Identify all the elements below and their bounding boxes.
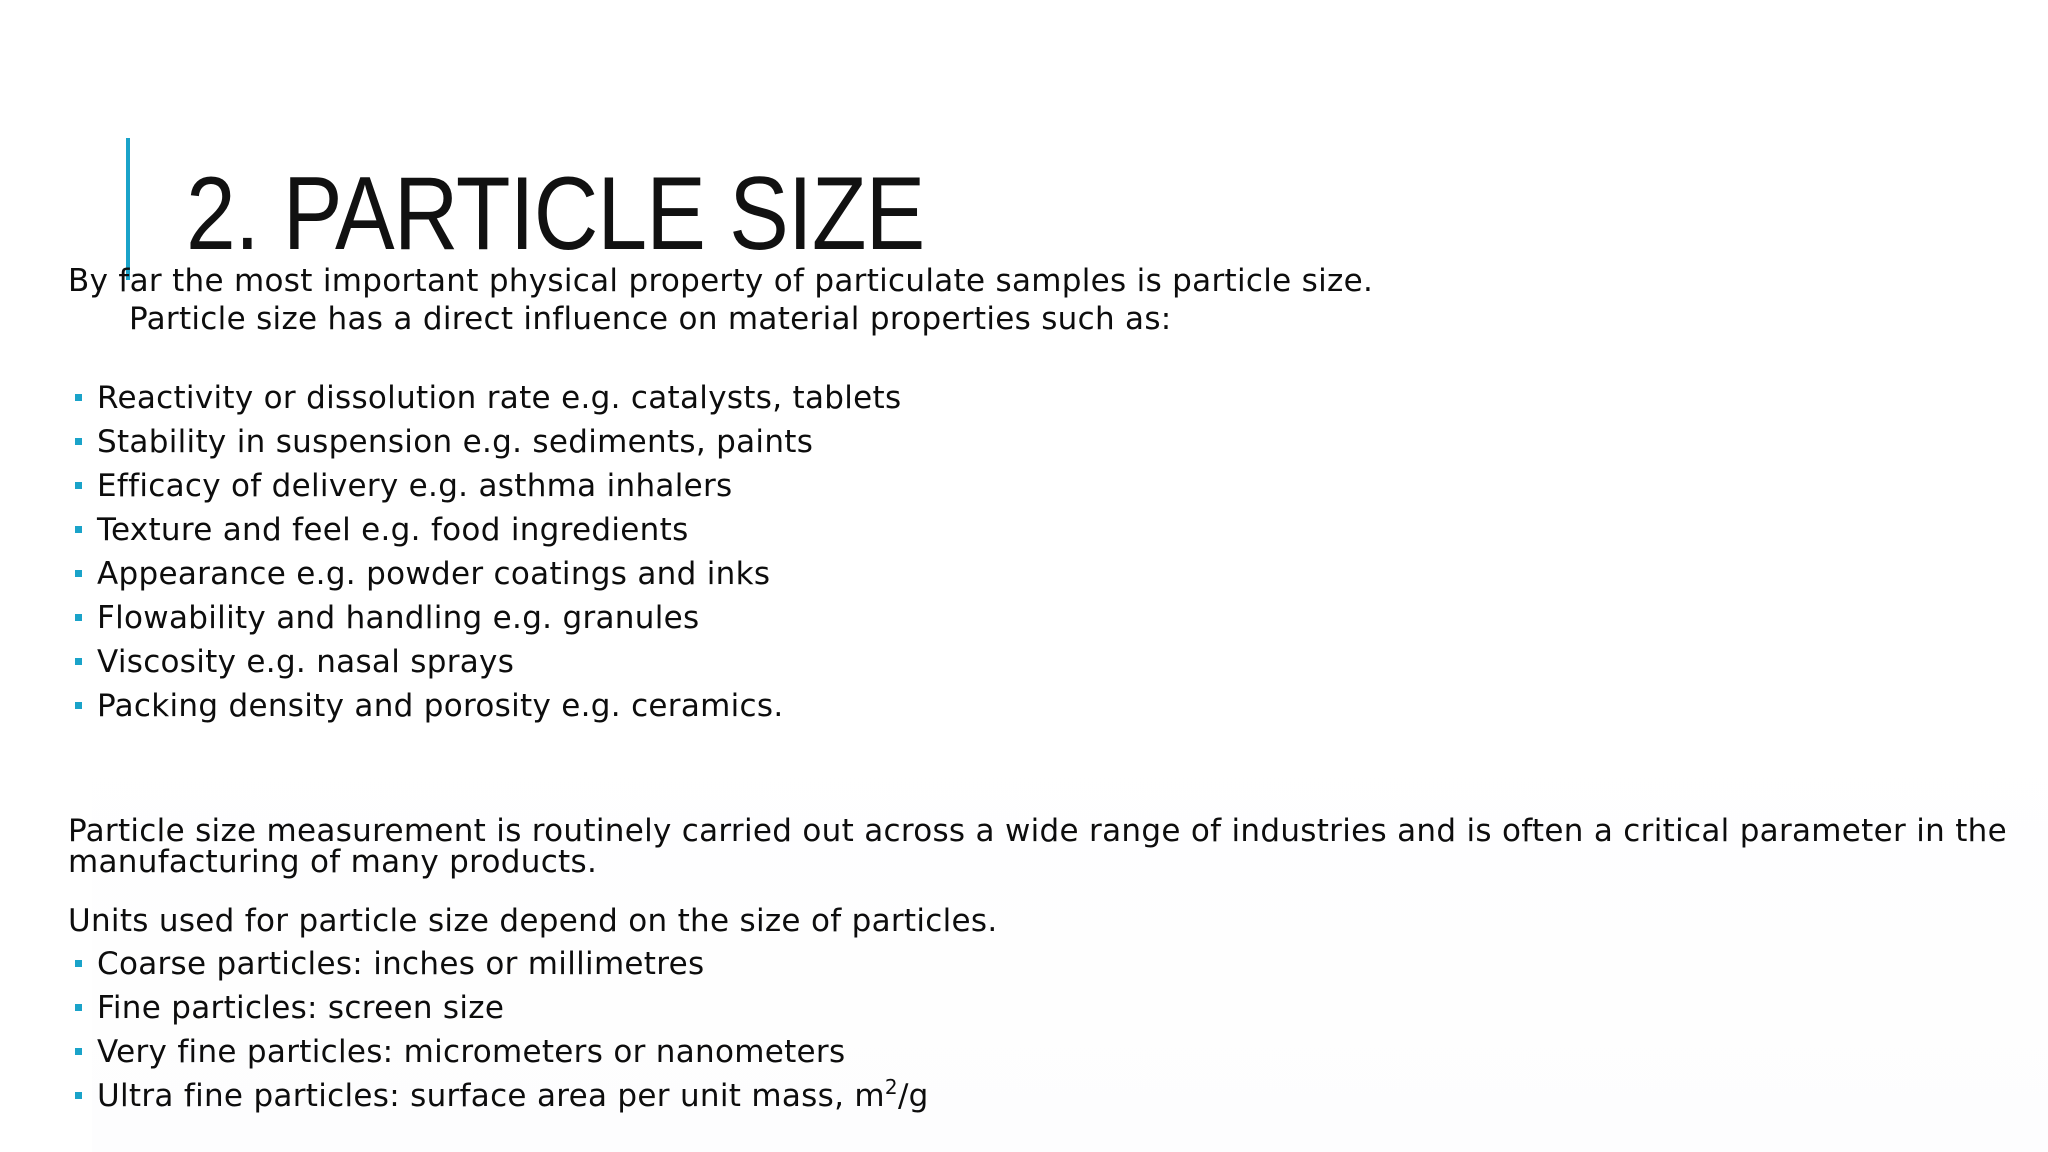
- list-item: [68, 420, 901, 464]
- bullet-icon: [75, 438, 82, 445]
- intro-line-1: By far the most important physical property of particulate samples is particle size.: [68, 263, 1374, 299]
- bullet-icon: [75, 658, 82, 665]
- intro-line-2: Particle size has a direct influence on material properties such as:: [129, 301, 1172, 337]
- list-item-text: Flowability and handling e.g. granules: [97, 600, 700, 636]
- list-item-text: Very fine particles: micrometers or nanometers: [97, 1034, 846, 1070]
- list-item-text: Packing density and porosity e.g. ceramics.: [97, 688, 784, 724]
- list-item-text: [97, 1075, 929, 1114]
- bullet-icon: [75, 1048, 82, 1055]
- units-last-prefix: Ultra fine particles: surface area per unit mass, m: [97, 1078, 885, 1114]
- superscript-2: 2: [884, 1075, 898, 1099]
- bullet-icon: [75, 960, 82, 967]
- list-item-text: Reactivity or dissolution rate e.g. catalysts, tablets: [97, 380, 902, 416]
- list-item-text: Stability in suspension e.g. sediments, paints: [97, 424, 814, 460]
- list-item-text: Efficacy of delivery e.g. asthma inhalers: [97, 468, 733, 504]
- list-item-text: Coarse particles: inches or millimetres: [97, 946, 705, 982]
- list-item: [68, 508, 901, 552]
- list-item-text: Texture and feel e.g. food ingredients: [97, 512, 689, 548]
- list-item-text: Appearance e.g. powder coatings and inks: [97, 556, 771, 592]
- properties-list: [68, 376, 901, 728]
- slide-title: 2. PARTICLE SIZE: [186, 156, 925, 272]
- list-item: [68, 1074, 929, 1118]
- bullet-icon: [75, 1092, 82, 1099]
- list-item: [68, 640, 901, 684]
- list-item: [68, 986, 929, 1030]
- bullet-icon: [75, 702, 82, 709]
- list-item-text: Viscosity e.g. nasal sprays: [97, 644, 515, 680]
- bullet-icon: [75, 394, 82, 401]
- bullet-icon: [75, 614, 82, 621]
- units-last-suffix: /g: [897, 1078, 929, 1114]
- measurement-paragraph: Particle size measurement is routinely carried out across a wide range of industries and is often a critical parameter in the manufacturing of many products.: [68, 813, 2007, 880]
- title-accent-bar: [126, 138, 130, 280]
- list-item: [68, 684, 901, 728]
- units-list: [68, 942, 929, 1118]
- list-item: [68, 376, 901, 420]
- units-intro: Units used for particle size depend on the size of particles.: [68, 903, 998, 939]
- list-item-text: Fine particles: screen size: [97, 990, 505, 1026]
- list-item: [68, 1030, 929, 1074]
- bullet-icon: [75, 570, 82, 577]
- bullet-icon: [75, 526, 82, 533]
- bullet-icon: [75, 482, 82, 489]
- list-item: [68, 942, 929, 986]
- bullet-icon: [75, 1004, 82, 1011]
- list-item: [68, 596, 901, 640]
- list-item: [68, 464, 901, 508]
- list-item: [68, 552, 901, 596]
